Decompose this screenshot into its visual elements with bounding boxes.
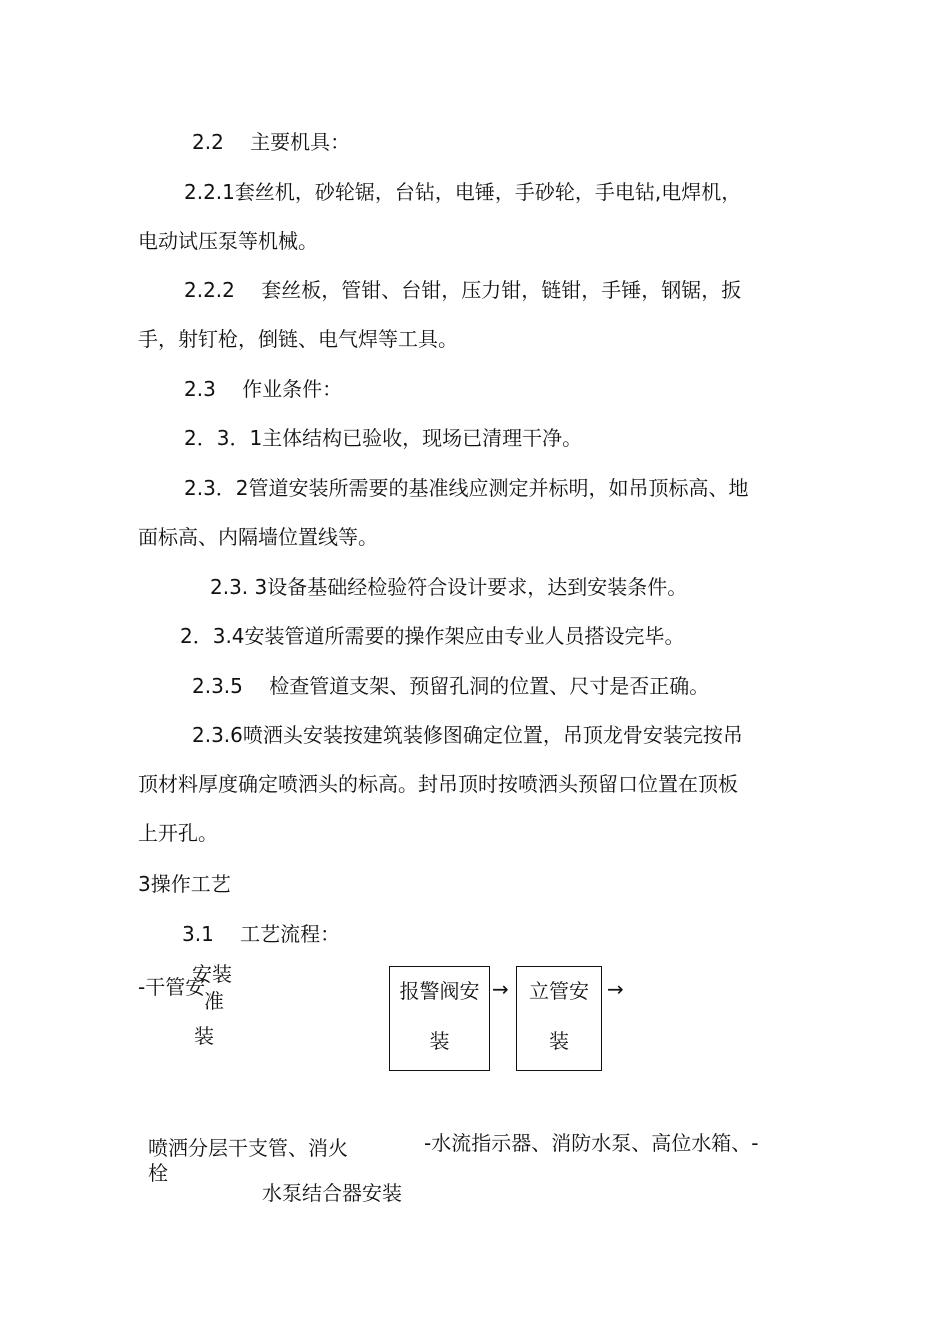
flow-bottom-left-line2: 栓 [148, 1161, 168, 1185]
paragraph-2-3-4: 2．3.4安装管道所需要的操作架应由专业人员搭设完毕。 [180, 624, 685, 648]
paragraph-2-2-2-line1: 2.2.2 套丝板，管钳、台钳，压力钳，链钳，手锤，钢锯，扳 [184, 278, 742, 302]
flow-box-riser [516, 966, 602, 1071]
flow-bottom-center-text: 水泵结合器安装 [262, 1181, 402, 1205]
flow-bottom-left-line1: 喷洒分层干支管、消火 [148, 1136, 348, 1160]
flow-arrow-2: → [607, 977, 624, 1001]
flow-box-alarm-valve-line2: 装 [429, 1029, 450, 1053]
paragraph-2-3-2-line2: 面标高、内隔墙位置线等。 [138, 525, 378, 549]
flow-box-alarm-valve-line1: 报警阀安 [399, 979, 480, 1003]
paragraph-2-2-1-line2: 电动试压泵等机械。 [138, 229, 318, 253]
flow-arrow-1: → [492, 977, 509, 1001]
paragraph-2-3-1: 2．3．1主体结构已验收，现场已清理干净。 [184, 426, 583, 450]
paragraph-2-3-6-line3: 上开孔。 [138, 821, 218, 845]
flow-left-text-a: -干管安 [138, 975, 206, 999]
paragraph-2-3-6-line1: 2.3.6喷洒头安装按建筑装修图确定位置，吊顶龙骨安装完按吊 [192, 723, 743, 747]
flow-box-riser-line2: 装 [549, 1029, 569, 1053]
flow-bottom-right-text: -水流指示器、消防水泵、高位水箱、- [424, 1131, 759, 1155]
section-3-heading: 3操作工艺 [138, 872, 231, 896]
flow-left-text-b: 安装 [192, 962, 232, 986]
paragraph-2-3-3: 2.3. 3设备基础经检验符合设计要求，达到安装条件。 [210, 575, 688, 599]
paragraph-2-2-2-line2: 手，射钉枪，倒链、电气焊等工具。 [138, 327, 458, 351]
flow-left-text-c: 准 [204, 989, 224, 1013]
section-3-1-heading: 3.1 工艺流程： [182, 922, 341, 946]
section-2-3-heading: 2.3 作业条件： [184, 377, 343, 401]
paragraph-2-2-1-line1: 2.2.1套丝机，砂轮锯，台钻，电锤，手砂轮，手电钻,电焊机， [184, 180, 742, 204]
flow-box-alarm-valve [389, 966, 490, 1071]
flow-box-riser-line1: 立管安 [529, 979, 589, 1003]
section-2-2-heading: 2.2 主要机具： [192, 130, 351, 154]
paragraph-2-3-2-line1: 2.3．2管道安装所需要的基准线应测定并标明，如吊顶标高、地 [184, 476, 749, 500]
paragraph-2-3-6-line2: 顶材料厚度确定喷洒头的标高。封吊顶时按喷洒头预留口位置在顶板 [138, 772, 738, 796]
paragraph-2-3-5: 2.3.5 检查管道支架、预留孔洞的位置、尺寸是否正确。 [192, 674, 710, 698]
flow-left-text-d: 装 [194, 1024, 214, 1048]
